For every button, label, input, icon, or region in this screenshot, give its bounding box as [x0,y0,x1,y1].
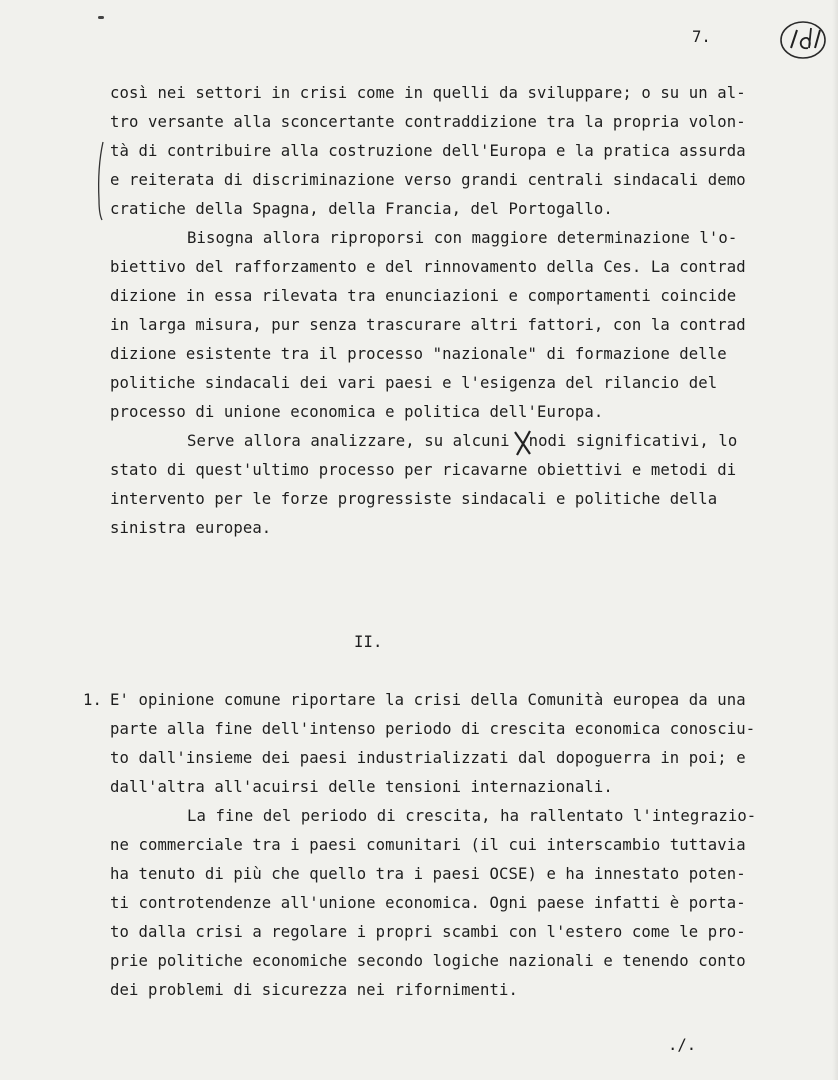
text-line: processo di unione economica e politica dell'Europa. [110,403,604,421]
text-line: politiche sindacali dei vari paesi e l'esigenza del rilancio del [110,374,718,392]
text-line: to dall'insieme dei paesi industrializzati dal dopoguerra in poi; e [110,749,746,767]
page-edge [832,0,838,1080]
text-line: e reiterata di discriminazione verso grandi centrali sindacali demo [110,171,746,189]
text-line: cratiche della Spagna, della Francia, del Portogallo. [110,200,613,218]
text-line: La fine del periodo di crescita, ha rallentato l'integrazio- [187,807,757,825]
margin-mark [95,140,107,222]
text-line: to dalla crisi a regolare i propri scambi con l'estero come le pro- [110,923,746,941]
text-line: dizione esistente tra il processo "nazionale" di formazione delle [110,345,727,363]
text-line: stato di quest'ultimo processo per ricavarne obiettivi e metodi di [110,461,737,479]
text-line: così nei settori in crisi come in quelli da sviluppare; o su un al- [110,84,746,102]
text-line: ti controtendenze all'unione economica. Ogni paese infatti è porta- [110,894,746,912]
text-line: Bisogna allora riproporsi con maggiore determinazione l'o- [187,229,738,247]
text-line: parte alla fine dell'intenso periodo di crescita economica conosciu- [110,720,756,738]
text-line: in larga misura, pur senza trascurare altri fattori, con la contrad [110,316,746,334]
text-line: intervento per le forze progressiste sindacali e politiche della [110,490,718,508]
text-line: biettivo del rafforzamento e del rinnovamento della Ces. La contrad [110,258,746,276]
text-line: dei problemi di sicurezza nei rifornimenti. [110,981,518,999]
text-line: prie politiche economiche secondo logiche nazionali e tenendo conto [110,952,746,970]
text-line: Serve allora analizzare, su alcuni nodi significativi, lo [187,432,738,450]
continuation-mark: ./. [668,1036,697,1054]
text-line: ne commerciale tra i paesi comunitari (il cui interscambio tuttavia [110,836,746,854]
text-line: E' opinione comune riportare la crisi della Comunità europea da una [110,691,746,709]
list-number: 1. [83,691,102,709]
text-line: tro versante alla sconcertante contraddizione tra la propria volon- [110,113,746,131]
text-line: tà di contribuire alla costruzione dell'Europa e la pratica assurda [110,142,746,160]
section-heading: II. [354,633,383,651]
scan-speck [98,16,104,19]
text-line: ha tenuto di più che quello tra i paesi OCSE) e ha innestato poten- [110,865,746,883]
text-line: dizione in essa rilevata tra enunciazioni e comportamenti coincide [110,287,737,305]
strikeout-mark [512,428,534,458]
text-line: sinistra europea. [110,519,272,537]
text-line: dall'altra all'acuirsi delle tensioni internazionali. [110,778,613,796]
archive-stamp-icon [778,18,828,62]
page-number: 7. [692,28,711,46]
